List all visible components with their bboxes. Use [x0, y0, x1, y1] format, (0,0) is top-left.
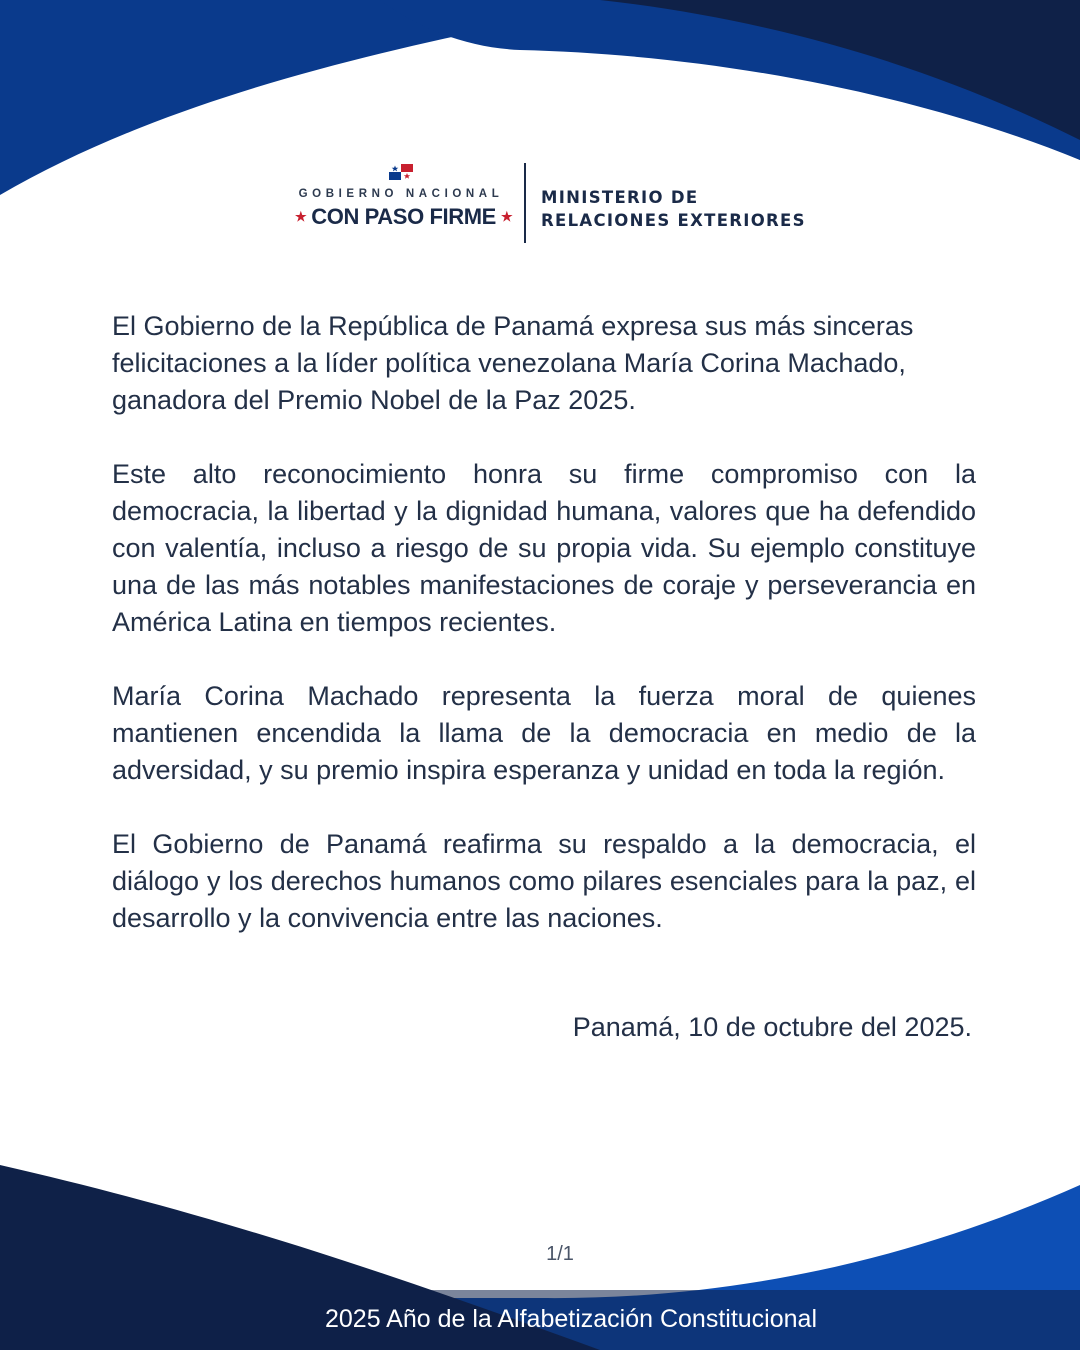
statement-paragraph: El Gobierno de Panamá reafirma su respaldo a la democracia, el diálogo y los derechos humanos como pilares esenciales para la paz, el desarrollo y la convivencia entre las naciones. [112, 829, 976, 933]
gov-slogan [290, 204, 512, 230]
footer-motto: 2025 Año de la Alfabetización Constitucional [324, 1305, 818, 1333]
statement-paragraph: Este alto reconocimiento honra su firme compromiso con la democracia, la libertad y la dignidad humana, valores que ha defendido con valentía, incluso a riesgo de su propia vida. Su ejemplo constituye una de las más notables manifestaciones de coraje y perseverancia en América Latina en tiempos recientes. [112, 459, 976, 637]
gov-slogan-text: CON PASO FIRME [311, 204, 496, 229]
place-date-signature: Panamá, 10 de octubre del 2025. [572, 1012, 972, 1042]
page-number: 1/1 [546, 1243, 574, 1265]
government-logo [290, 160, 512, 240]
ministry-line-1: MINISTERIO DE [541, 188, 699, 207]
gov-name-line: GOBIERNO NACIONAL [298, 188, 504, 200]
red-star-icon: ★ [500, 209, 513, 224]
ministry-line-2: RELACIONES EXTERIORES [541, 211, 806, 230]
red-star-icon: ★ [295, 209, 307, 224]
ministry-logo [541, 186, 806, 232]
statement-paragraph: María Corina Machado representa la fuerza moral de quienes mantienen encendida la llama de la democracia en medio de la adversidad, y su premio inspira esperanza y unidad en toda la región. [112, 681, 976, 785]
logo-divider [524, 163, 526, 243]
panama-flag-icon [389, 164, 413, 180]
statement-body [112, 308, 976, 974]
statement-paragraph: El Gobierno de la República de Panamá expresa sus más sinceras felicitaciones a la líder política venezolana María Corina Machado, ganadora del Premio Nobel de la Paz 2025. [112, 311, 914, 415]
